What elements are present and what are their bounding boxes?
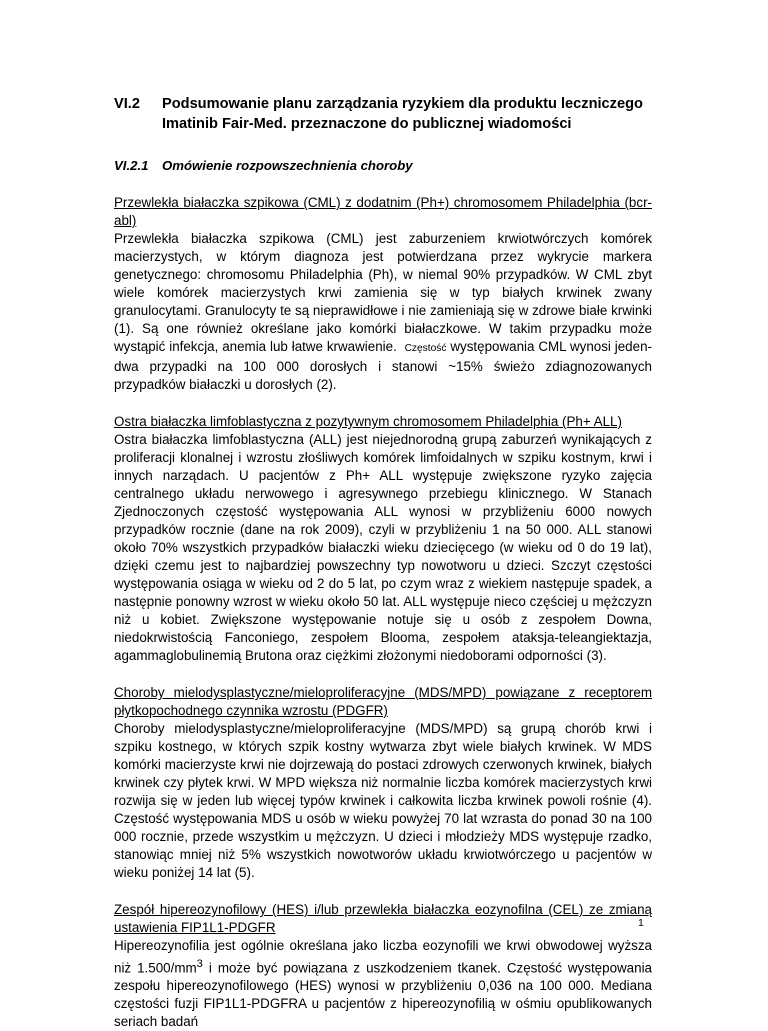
section-heading-number: VI.2	[114, 96, 140, 112]
mds-mpd-section-title: Choroby mielodysplastyczne/mieloproliferacyjne (MDS/MPD) powiązane z receptorem płytkopochodnego czynnika wzrostu (PDGFR)	[114, 685, 652, 718]
hes-cel-section-body	[114, 937, 652, 1031]
ph-all-section-body: Ostra białaczka limfoblastyczna (ALL) jest niejednorodną grupą zaburzeń wynikających z proliferacji klonalnej i wzrostu złośliwych komórek limfoidalnych w szpiku kostnym, krwi i innych narządach. U pacjentów z Ph+ ALL występuje zwiększone ryzyko zajęcia centralnego układu nerwowego i agresywnego przebiegu klinicznego. W Stanach Zjednoczonych częstość występowania ALL wynosi w przybliżeniu 6000 nowych przypadków rocznie (dane na rok 2009), czyli w przybliżeniu 1 na 50 000. ALL stanowi około 70% wszystkich przypadków białaczki wieku dziecięcego (w wieku od 0 do 19 lat), dzięki czemu jest to najbardziej powszechny typ nowotworu u dzieci. Szczyt częstości występowania osiąga w wieku od 2 do 5 lat, po czym wraz z wiekiem następuje spadek, a następnie ponowny wzrost w wieku około 50 lat. ALL występuje nieco częściej u mężczyzn niż u kobiet. Zwiększone występowanie notuje się u osób z zespołem Downa, niedokrwistością Fanconiego, zespołem Blooma, zespołem ataksja-teleangiektazja, agammaglobulinemią Brutona oraz ciężkimi złożonymi niedoborami odporności (3).	[114, 432, 652, 663]
mds-mpd-section-body: Choroby mielodysplastyczne/mieloproliferacyjne (MDS/MPD) są grupą chorób krwi i szpiku kostnego, w których szpik kostny wytwarza zbyt wiele białych krwinek. W MDS komórki macierzyste krwi nie dojrzewają do postaci zdrowych czerwonych krwinek, białych krwinek czy płytek krwi. W MPD większa niż normalnie liczba komórek macierzystych krwi rozwija się w jeden lub więcej typów krwinek i całkowita liczba krwinek powoli rośnie (4). Częstość występowania MDS u osób w wieku powyżej 70 lat wzrasta do ponad 30 na 100 000 rocznie, przede wszystkim u mężczyzn. U dzieci i młodzieży MDS występuje rzadko, stanowiąc mniej niż 5% wszystkich nowotworów układu krwiotwórczego u pacjentów w wieku poniżej 14 lat (5).	[114, 721, 652, 880]
hes-superscript: 3	[196, 958, 203, 970]
cml-body-part-2: występowania CML wynosi jeden-dwa przypadki na 100 000 dorosłych i stanowi ~15% świeżo zdiagnozowanych przypadków białaczki u dorosłych (2).	[114, 339, 652, 392]
hes-body-part-2: i może być powiązana z uszkodzeniem tkanek. Częstość występowania zespołu hipereozynofilowego (HES) wynosi w przybliżeniu 0,036 na 100 000. Mediana częstości fuzji FIP1L1-PDGFRA u pacjentów z hipereozynofilią w ośmiu opublikowanych seriach badań	[114, 960, 652, 1030]
cml-section-body	[114, 230, 652, 394]
hes-cel-section	[114, 901, 652, 1031]
page-content	[114, 94, 652, 1031]
hes-body-part-1: Hipereozynofilia jest ogólnie określana jako liczba eozynofili we krwi obwodowej wyższa niż 1.500/mm	[114, 938, 652, 976]
section-heading-title: Podsumowanie planu zarządzania ryzykiem dla produktu leczniczego Imatinib Fair-Med. przeznaczone do publicznej wiadomości	[162, 96, 643, 132]
cml-section-title: Przewlekła białaczka szpikowa (CML) z dodatnim (Ph+) chromosomem Philadelphia (bcr-abl)	[114, 195, 652, 228]
mds-mpd-section	[114, 684, 652, 882]
ph-all-section	[114, 413, 652, 665]
hes-cel-section-title: Zespół hipereozynofilowy (HES) i/lub przewlekła białaczka eozynofilna (CEL) ze zmianą ustawienia FIP1L1-PDGFR	[114, 902, 652, 935]
ph-all-section-title: Ostra białaczka limfoblastyczna z pozytywnym chromosomem Philadelphia (Ph+ ALL)	[114, 414, 622, 429]
subsection-heading	[114, 157, 652, 175]
cml-body-part-1: Przewlekła białaczka szpikowa (CML) jest zaburzeniem krwiotwórczych komórek macierzystych, w którym diagnoza jest potwierdzana przez wykrycie markera genetycznego: chromosomu Philadelphia (Ph), w niemal 90% przypadków. W CML zbyt wiele komórek macierzystych krwi zamienia się w typ białych krwinek zwany granulocytami. Granulocyty te są nieprawidłowe i nie zamieniają się w zdrowe białe krwinki (1). Są one również określane jako komórki białaczkowe. W takim przypadku może wystąpić infekcja, anemia lub łatwe krwawienie.	[114, 231, 652, 354]
subsection-heading-title: Omówienie rozpowszechnienia choroby	[162, 158, 413, 173]
section-heading	[114, 94, 652, 134]
subsection-heading-number: VI.2.1	[114, 158, 149, 173]
cml-small-word: Częstość	[404, 343, 447, 354]
page-number: 1	[638, 917, 644, 929]
cml-section	[114, 194, 652, 394]
